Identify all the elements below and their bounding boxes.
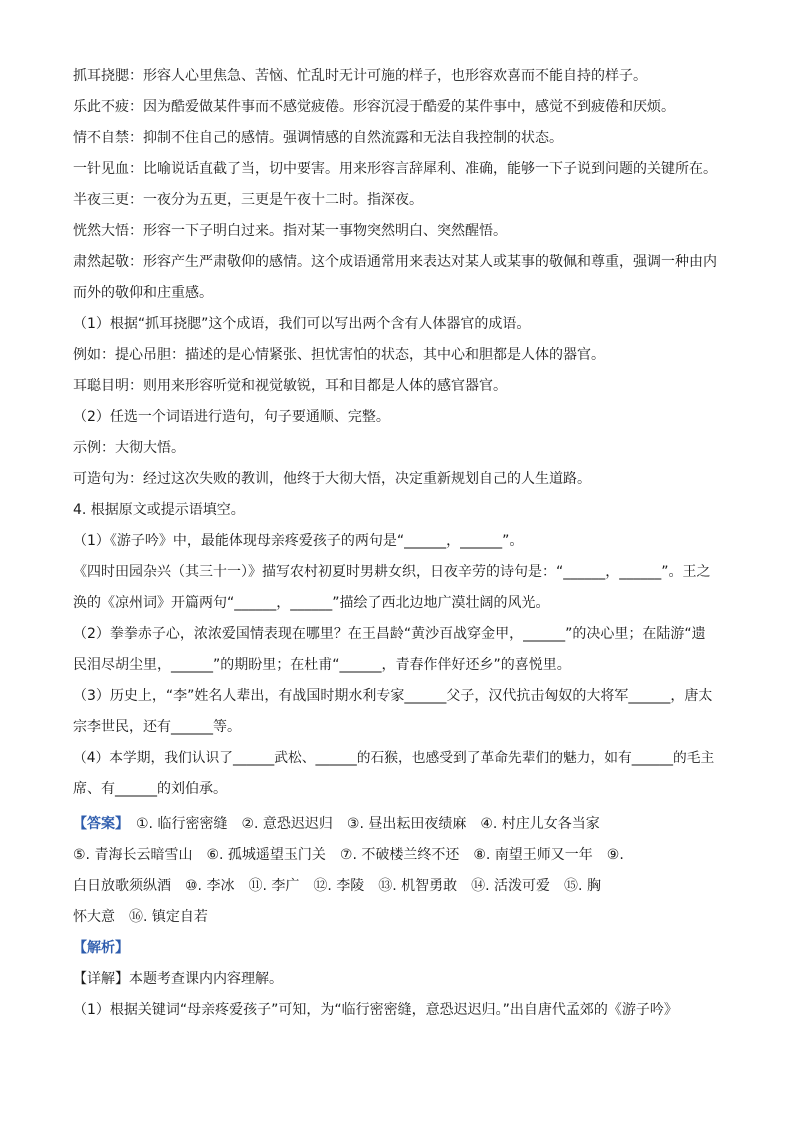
text-line: （1）根据“抓耳挠腮”这个成语，我们可以写出两个含有人体器官的成语。 <box>73 316 531 332</box>
text-line: 乐此不疲：因为酷爱做某件事而不感觉疲倦。形容沉浸于酷爱的某件事中，感觉不到疲倦和厌烦。 <box>73 99 675 115</box>
text-line: 一针见血：比喻说话直截了当，切中要害。用来形容言辞犀利、准确，能够一下子说到问题的关键所在。 <box>73 161 717 177</box>
text-line: （4）本学期，我们认识了______武松、______的石猴，也感受到了革命先辈们的魅力，如有______的毛主 <box>73 750 715 766</box>
text-line: 抓耳挠腮：形容人心里焦急、苦恼、忙乱时无计可施的样子，也形容欢喜而不能自持的样子。 <box>73 68 647 84</box>
analysis-paragraph: （1）根据关键词“母亲疼爱孩子”可知，为“临行密密缝，意恐迟迟归。”出自唐代孟郊的《游子吟》 <box>73 1002 678 1018</box>
text-line: 耳聪目明：则用来形容听觉和视觉敏锐，耳和目都是人体的感官器官。 <box>73 378 507 394</box>
text-line: 恍然大悟：形容一下子明白过来。指对某一事物突然明白、突然醒悟。 <box>73 223 507 239</box>
question-heading: 4. 根据原文或提示语填空。 <box>73 502 245 518</box>
text-line: 民泪尽胡尘里，______”的期盼里；在杜甫“______，青春作伴好还乡”的喜悦里。 <box>73 657 571 673</box>
text-line: 涣的《凉州词》开篇两句“______，______”描绘了西北边地广漠壮阔的风光。 <box>73 595 550 611</box>
text-line: 肃然起敬：形容产生严肃敬仰的感情。这个成语通常用来表达对某人或某事的敬佩和尊重，强调一种由内 <box>73 254 717 270</box>
text-line: 宗李世民，还有______等。 <box>73 719 241 735</box>
answer-line: ⑤. 青海长云暗雪山 ⑥. 孤城遥望玉门关 ⑦. 不破楼兰终不还 ⑧. 南望王师又一年 ⑨. <box>73 847 624 863</box>
analysis-detail: 【详解】本题考查课内内容理解。 <box>73 971 283 987</box>
text-line: 示例：大彻大悟。 <box>73 440 185 456</box>
text-line: 《四时田园杂兴（其三十一）》描写农村初夏时男耕女织，日夜辛劳的诗句是：“______，______”。王之 <box>73 564 711 580</box>
text-line: 可造句为：经过这次失败的教训，他终于大彻大悟，决定重新规划自己的人生道路。 <box>73 471 591 487</box>
answer-label: 【答案】 <box>73 816 122 832</box>
analysis-label: 【解析】 <box>73 940 129 956</box>
text-line: 情不自禁：抑制不住自己的感情。强调情感的自然流露和无法自我控制的状态。 <box>73 130 563 146</box>
answer-text: ①. 临行密密缝 ②. 意恐迟迟归 ③. 昼出耘田夜绩麻 ④. 村庄儿女各当家 <box>136 816 600 832</box>
text-line: （1）《游子吟》中，最能体现母亲疼爱孩子的两句是“______，______”。 <box>73 533 524 549</box>
text-line: 半夜三更：一夜分为五更，三更是午夜十二时。指深夜。 <box>73 192 423 208</box>
text-line: （2）任选一个词语进行造句，句子要通顺、完整。 <box>73 409 390 425</box>
answer-line <box>73 814 723 834</box>
text-line: 而外的敬仰和庄重感。 <box>73 285 213 301</box>
text-line: 席、有______的刘伯承。 <box>73 781 227 797</box>
text-line: （2）拳拳赤子心，浓浓爱国情表现在哪里？在王昌龄“黄沙百战穿金甲，______”的决心里；在陆游“遗 <box>73 626 706 642</box>
answer-line: 怀大意 ⑯. 镇定自若 <box>73 909 208 925</box>
answer-line: 白日放歌须纵酒 ⑩. 李冰 ⑪. 李广 ⑫. 李陵 ⑬. 机智勇敢 ⑭. 活泼可爱 ⑮. 胸 <box>73 878 601 894</box>
text-line: 例如：提心吊胆：描述的是心情紧张、担忧害怕的状态，其中心和胆都是人体的器官。 <box>73 347 605 363</box>
text-line: （3）历史上，“李”姓名人辈出，有战国时期水利专家______父子，汉代抗击匈奴的大将军______，唐太 <box>73 688 713 704</box>
